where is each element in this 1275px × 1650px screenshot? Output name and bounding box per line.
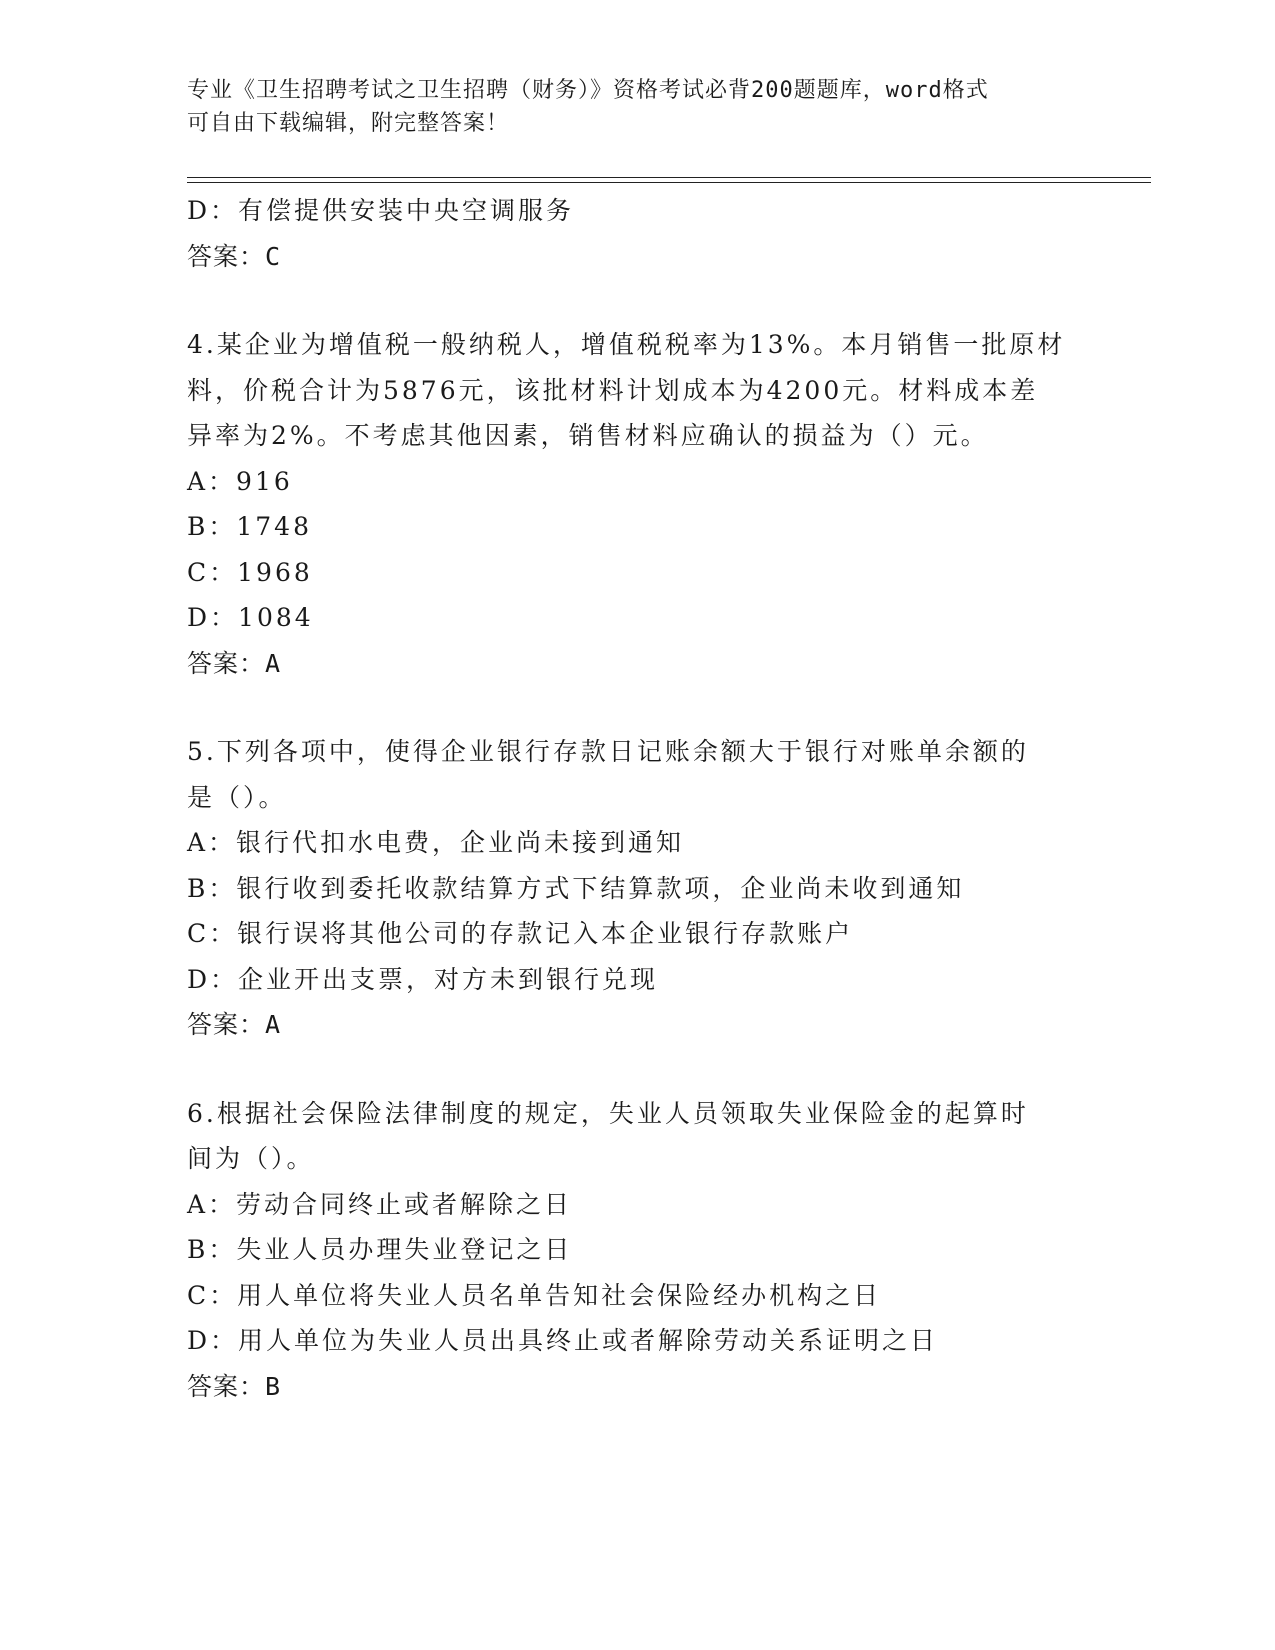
option-b: B：1748: [187, 512, 312, 541]
question-4: [187, 322, 1107, 686]
question-text-line: 是（）。: [187, 782, 287, 812]
header-divider-top: [187, 177, 1151, 178]
question-text-line: 4.某企业为增值税一般纳税人，增值税税率为13%。本月销售一批原材: [187, 330, 1066, 359]
answer-line: 答案：C: [187, 241, 282, 271]
option-b: B：银行收到委托收款结算方式下结算款项，企业尚未收到通知: [187, 873, 965, 903]
option-d: D：用人单位为失业人员出具终止或者解除劳动关系证明之日: [187, 1326, 939, 1355]
answer-line: 答案：A: [187, 1010, 282, 1039]
previous-question-tail: [187, 188, 1107, 279]
option-c: C：1968: [187, 557, 313, 587]
question-6: [187, 1091, 1107, 1410]
question-text-line: 间为（）。: [187, 1144, 315, 1173]
option-a: A：劳动合同终止或者解除之日: [187, 1189, 573, 1219]
option-c: C：银行误将其他公司的存款记入本企业银行存款账户: [187, 919, 854, 948]
page-header: [187, 74, 1067, 140]
question-spacer: [187, 1048, 1107, 1091]
header-divider-bottom: [187, 182, 1151, 183]
question-text-line: 5.下列各项中，使得企业银行存款日记账余额大于银行对账单余额的: [187, 737, 1029, 766]
header-line-2: 可自由下载编辑，附完整答案！: [187, 111, 510, 136]
question-text-line: 异率为2%。不考虑其他因素，销售材料应确认的损益为（）元。: [187, 421, 989, 450]
question-text-line: 6.根据社会保险法律制度的规定，失业人员领取失业保险金的起算时: [187, 1098, 1029, 1128]
option-a: A：916: [187, 466, 293, 496]
option-d: D：企业开出支票，对方未到银行兑现: [187, 964, 659, 994]
question-spacer: [187, 279, 1107, 322]
option-d: D：有偿提供安装中央空调服务: [187, 196, 575, 225]
option-d: D：1084: [187, 603, 314, 632]
option-b: B：失业人员办理失业登记之日: [187, 1235, 573, 1264]
question-5: [187, 729, 1107, 1048]
option-c: C：用人单位将失业人员名单告知社会保险经办机构之日: [187, 1280, 882, 1310]
option-a: A：银行代扣水电费，企业尚未接到通知: [187, 828, 685, 857]
question-content: [187, 188, 1107, 1409]
answer-line: 答案：A: [187, 648, 282, 678]
question-spacer: [187, 686, 1107, 729]
header-line-1: 专业《卫生招聘考试之卫生招聘（财务）》资格考试必背200题题库，word格式: [187, 78, 989, 103]
answer-line: 答案：B: [187, 1371, 282, 1401]
question-text-line: 料，价税合计为5876元，该批材料计划成本为4200元。材料成本差: [187, 375, 1039, 405]
